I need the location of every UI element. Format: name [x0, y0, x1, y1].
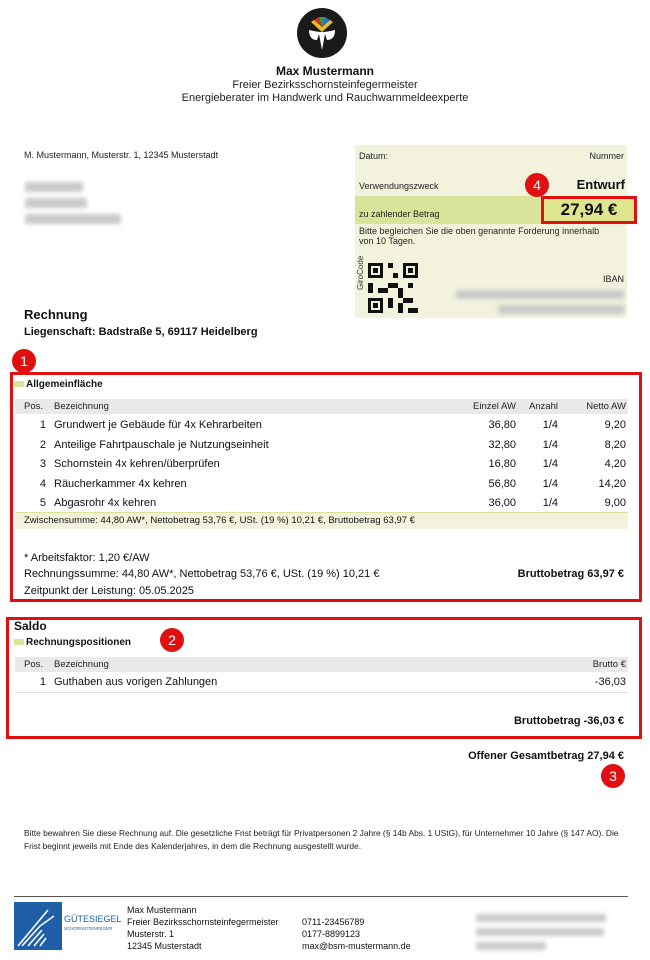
divider — [15, 692, 628, 693]
seal-title: GÜTESIEGEL — [64, 914, 122, 924]
col-gross: Brutto € — [592, 659, 626, 670]
table-row — [15, 415, 628, 435]
col-qty: Anzahl — [528, 401, 558, 412]
bic-redacted — [498, 305, 624, 314]
open-total: Offener Gesamtbetrag 27,94 € — [468, 750, 624, 762]
cell-desc: Anteilige Fahrtpauschale je Nutzungseinheit — [54, 438, 269, 451]
position-table — [15, 415, 628, 513]
cell-net: 14,20 — [598, 477, 626, 490]
service-date: Zeitpunkt der Leistung: 05.05.2025 — [24, 585, 195, 597]
cell-qty: 1/4 — [542, 477, 558, 490]
footer-bank-redacted-1 — [476, 914, 606, 922]
cell-pos: 5 — [39, 497, 46, 509]
callout-badge-4: 4 — [525, 173, 549, 197]
guild-logo — [297, 8, 347, 58]
table-row — [15, 454, 628, 474]
header-name: Max Mustermann — [275, 64, 375, 78]
saldo-title: Saldo — [14, 619, 47, 633]
number-label: Nummer — [589, 151, 624, 161]
date-label: Datum: — [359, 151, 389, 161]
table-row — [15, 672, 628, 692]
col-desc: Bezeichnung — [54, 659, 109, 670]
cell-pos: 4 — [39, 477, 46, 490]
cell-desc: Abgasrohr 4x kehren — [54, 497, 157, 509]
seal-icon — [14, 902, 62, 950]
section-positions-title — [14, 637, 131, 648]
cell-qty: 1/4 — [542, 419, 558, 431]
retention-notice: Bitte bewahren Sie diese Rechnung auf. Die gesetzliche Frist beträgt für Privatpersonen 2 Jahre (§ 14b Abs. 1 UStG), für Unternehmer 10 Jahre (§ 147 AO). Die Frist beginnt jeweils mit Ende des Kalenderjahres, in dem die Rechnung ausgestellt wurde. — [24, 828, 619, 851]
callout-badge-2: 2 — [160, 628, 184, 652]
footer-bank-redacted-3 — [476, 942, 546, 950]
cell-desc: Räucherkammer 4x kehren — [54, 477, 187, 490]
col-unit: Einzel AW — [473, 401, 516, 412]
footer-street: Musterstr. 1 — [127, 929, 175, 939]
callout-badge-3: 3 — [601, 764, 625, 788]
cell-pos: 1 — [39, 419, 46, 431]
footer-title: Freier Bezirksschornsteinfegermeister — [127, 917, 279, 927]
cell-pos: 2 — [39, 438, 46, 451]
footer-bank-redacted-2 — [476, 928, 604, 936]
property-line: Liegenschaft: Badstraße 5, 69117 Heidelberg — [24, 326, 258, 338]
cell-unit: 56,80 — [488, 477, 516, 490]
work-factor: * Arbeitsfaktor: 1,20 €/AW — [24, 552, 150, 564]
section-flag-icon — [14, 639, 24, 645]
iban-redacted — [456, 290, 624, 299]
table-row — [15, 493, 628, 513]
invoice-title: Rechnung — [24, 307, 88, 322]
table-row — [15, 435, 628, 455]
cell-net: 9,00 — [604, 497, 626, 509]
amount-label: zu zahlender Betrag — [359, 209, 440, 219]
cell-qty: 1/4 — [542, 438, 558, 451]
footer-email: max@bsm-mustermann.de — [302, 941, 411, 951]
col-net: Netto AW — [586, 401, 626, 412]
footer-phone: 0711-23456789 — [302, 917, 365, 927]
table-row — [15, 474, 628, 494]
draft-status: Entwurf — [576, 177, 625, 192]
col-desc: Bezeichnung — [54, 401, 109, 412]
qr-code — [368, 263, 418, 313]
header-title: Freier Bezirksschornsteinfegermeister — [232, 79, 418, 91]
cell-unit: 36,00 — [488, 497, 516, 509]
recipient-name-redacted — [25, 182, 83, 192]
cell-net: 8,20 — [604, 438, 626, 451]
header-subtitle: Energieberater im Handwerk und Rauchwarnmeldeexperte — [181, 92, 469, 104]
cell-desc: Grundwert je Gebäude für 4x Kehrarbeiten — [54, 419, 262, 431]
footer-contact — [302, 916, 411, 952]
iban-label: IBAN — [602, 274, 624, 284]
seal-subtitle: SCHORNSTEINFEGER — [64, 926, 113, 931]
recipient-city-redacted — [25, 214, 121, 224]
cell-pos: 3 — [39, 458, 46, 470]
subtotal-text: Zwischensumme: 44,80 AW*, Nettobetrag 53,76 €, USt. (19 %) 10,21 €, Bruttobetrag 63,97 € — [24, 515, 415, 526]
quality-seal — [14, 902, 122, 950]
col-pos: Pos. — [24, 401, 44, 412]
section-allgemein-title — [14, 379, 103, 390]
amount-due: 27,94 € — [541, 196, 637, 224]
cell-gross: -36,03 — [594, 676, 626, 688]
cell-desc: Schornstein 4x kehren/überprüfen — [54, 458, 220, 470]
cell-net: 9,20 — [604, 419, 626, 431]
footer-mobile: 0177-8899123 — [302, 929, 361, 939]
cell-pos: 1 — [39, 676, 46, 688]
section2-gross: Bruttobetrag -36,03 € — [513, 715, 624, 727]
col-pos: Pos. — [24, 659, 44, 670]
purpose-label: Verwendungszweck — [359, 181, 439, 191]
footer-city: 12345 Musterstadt — [127, 941, 202, 951]
cell-qty: 1/4 — [542, 497, 558, 509]
recipient-street-redacted — [25, 198, 87, 208]
sender-line: M. Mustermann, Musterstr. 1, 12345 Musterstadt — [24, 150, 219, 160]
girocode-label: GiroCode — [356, 255, 365, 290]
callout-badge-1: 1 — [12, 349, 36, 373]
invoice-sum: Rechnungssumme: 44,80 AW*, Nettobetrag 53,76 €, USt. (19 %) 10,21 € — [24, 568, 380, 580]
cell-qty: 1/4 — [542, 458, 558, 470]
cell-unit: 16,80 — [488, 458, 516, 470]
cell-unit: 32,80 — [488, 438, 516, 451]
section-flag-icon — [14, 381, 24, 387]
cell-net: 4,20 — [604, 458, 626, 470]
footer-name: Max Mustermann — [127, 905, 197, 915]
footer-address — [127, 904, 279, 952]
section1-gross: Bruttobetrag 63,97 € — [517, 568, 624, 580]
section-positions-label: Rechnungspositionen — [26, 637, 131, 648]
cell-unit: 36,80 — [488, 419, 516, 431]
footer-divider — [14, 896, 628, 897]
cell-desc: Guthaben aus vorigen Zahlungen — [54, 676, 218, 688]
payment-note: Bitte begleichen Sie die oben genannte Forderung innerhalb von 10 Tagen. — [359, 226, 600, 246]
section-allgemein-label: Allgemeinfläche — [26, 379, 103, 390]
